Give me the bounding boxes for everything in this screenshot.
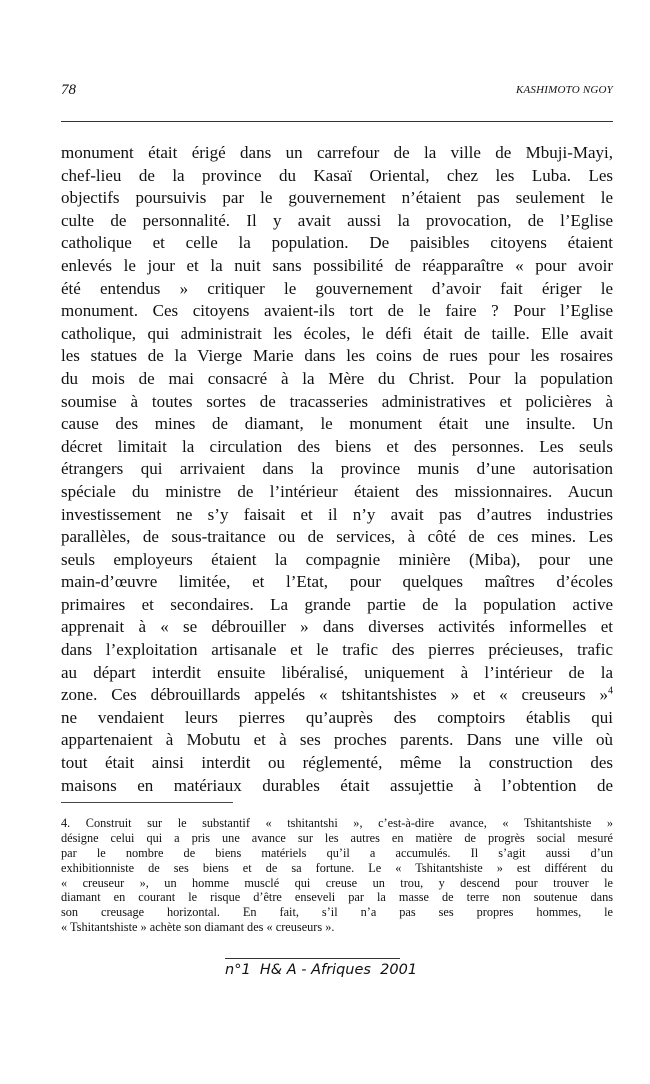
body-line: monument était érigé dans un carrefour de la ville de Mbuji-Mayi, — [61, 143, 613, 162]
journal-footer: n°1 H& A - Afriques 2001 — [225, 962, 418, 978]
body-line: été entendus » critiquer le gouvernement d’avoir fait ériger le — [61, 278, 613, 298]
footnote-line: diamant en courant le risque d’être enseveli par la masse de terre non soutenue dans — [61, 890, 613, 905]
body-line: culte de personnalité. Il y avait aussi la provocation, de l’Eglise — [61, 210, 613, 230]
body-line-with-footnote — [61, 684, 613, 707]
footer-rule — [225, 958, 400, 959]
body-line: catholique, qui administrait les écoles, le défi était de taille. Elle avait — [61, 323, 613, 343]
footnote-separator — [61, 802, 233, 803]
body-line: primaires et secondaires. La grande partie de la population active — [61, 594, 613, 614]
body-line: monument. Ces citoyens avaient-ils tort de le faire ? Pour l’Eglise — [61, 301, 613, 321]
body-line: parallèles, de sous-traitance ou de services, à côté de ces mines. Les — [61, 527, 613, 547]
body-line: catholique et celle la population. De paisibles citoyens étaient — [61, 233, 613, 253]
body-line: ne vendaient leurs pierres qu’auprès des comptoirs établis qui — [61, 707, 613, 727]
body-line: main-d’œuvre limitée, et l’Etat, pour quelques maîtres d’écoles — [61, 572, 613, 592]
footnote-line: son creusage horizontal. En fait, s’il n’a pas ses propres hommes, le — [61, 905, 613, 920]
footnote-line: 4. Construit sur le substantif « tshitantshi », c’est-à-dire avance, « Tshitantshiste » — [61, 816, 613, 830]
footnote-line: par le nombre de biens matériels qu’il a accumulés. Il s’agit aussi d’un — [61, 845, 613, 860]
body-line: soumise à toutes sortes de tracasseries administratives et policières à — [61, 391, 613, 411]
header-rule — [61, 121, 613, 122]
body-line: appartenaient à Mobutu et à ses proches parents. Dans une ville où — [61, 730, 613, 750]
body-line: investissement ne s’y faisait et il n’y avait pas d’autres industries — [61, 504, 613, 524]
body-line: apprenait à « se débrouiller » dans diverses activités informelles et — [61, 617, 613, 637]
footnote-line: exhibitionniste de ses biens et de sa fortune. Le « Tshitantshiste » est différent du — [61, 860, 613, 875]
body-line: étrangers qui arrivaient dans la province munis d’une autorisation — [61, 459, 613, 479]
body-line: les statues de la Vierge Marie dans les coins de rues pour les rosaires — [61, 346, 613, 366]
body-line: seuls employeurs étaient la compagnie minière (Miba), pour une — [61, 549, 613, 569]
body-line: spéciale du ministre de l’intérieur étaient des missionnaires. Aucun — [61, 481, 613, 501]
footnote-line: désigne celui qui a pris une avance sur les autres en matière de progrès social mesuré — [61, 830, 613, 845]
body-line: décret limitait la circulation des biens et des personnes. Les seuls — [61, 436, 613, 456]
body-line: maisons en matériaux durables était assujettie à l’obtention de — [61, 775, 613, 795]
footnote-4 — [61, 816, 613, 935]
body-line: tout était ainsi interdit ou réglementé, même la construction des — [61, 753, 613, 773]
body-line: chef-lieu de la province du Kasaï Oriental, chez les Luba. Les — [61, 165, 613, 185]
footnote-reference[interactable]: 4 — [608, 685, 613, 697]
body-line: enlevés le jour et la nuit sans possibilité de réapparaître « pour avoir — [61, 255, 613, 275]
body-line: du mois de mai consacré à la Mère du Christ. Pour la population — [61, 368, 613, 388]
page-number: 78 — [61, 82, 76, 98]
body-line: au départ interdit ensuite libéralisé, uniquement à l’intérieur de la — [61, 662, 613, 682]
body-paragraph — [61, 142, 613, 797]
footnote-line: « creuseur », un homme musclé qui creuse un trou, y descend pour trouver le — [61, 875, 613, 890]
body-line: cause des mines de diamant, le monument était une insulte. Un — [61, 414, 613, 434]
body-line: objectifs poursuivis par le gouvernement n’étaient pas seulement le — [61, 188, 613, 208]
body-line: dans l’exploitation artisanale et le trafic des pierres précieuses, trafic — [61, 640, 613, 660]
footnote-line: « Tshitantshiste » achète son diamant des « creuseurs ». — [61, 920, 335, 935]
body-line-text: zone. Ces débrouillards appelés « tshitantshistes » et « creuseurs » — [61, 685, 608, 705]
running-head-author: KASHIMOTO NGOY — [515, 84, 613, 96]
running-head — [61, 82, 613, 102]
